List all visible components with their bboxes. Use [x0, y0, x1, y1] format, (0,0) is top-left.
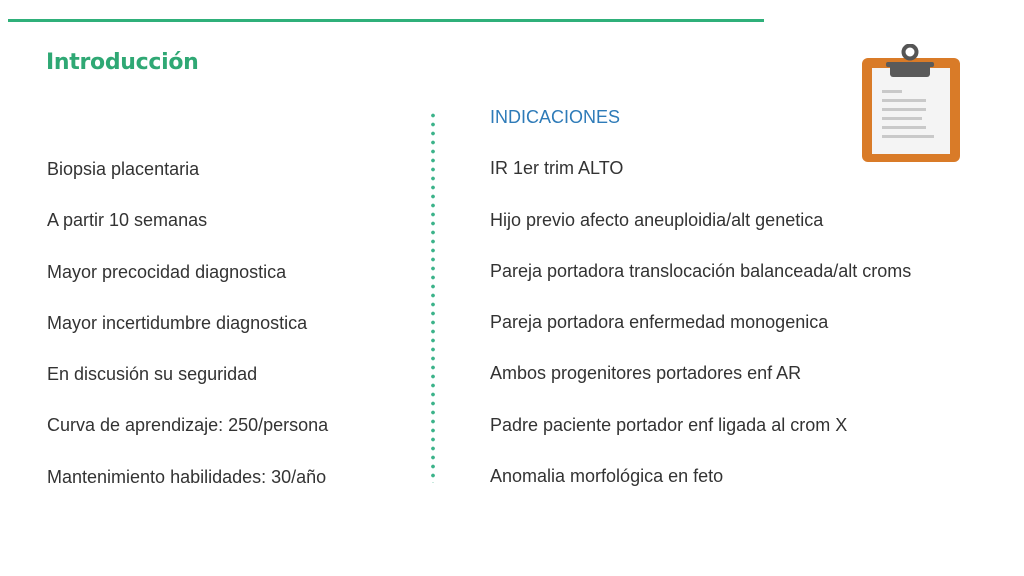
left-item: A partir 10 semanas	[47, 210, 208, 231]
indication-item: Hijo previo afecto aneuploidia/alt genetica	[490, 209, 824, 230]
indication-item: Pareja portadora translocación balanceada/alt croms	[490, 260, 912, 281]
indication-item: Pareja portadora enfermedad monogenica	[490, 312, 829, 333]
left-item: Mantenimiento habilidades: 30/año	[47, 466, 327, 487]
indications-list	[490, 106, 911, 516]
dotted-divider	[431, 111, 435, 483]
top-rule	[8, 19, 764, 22]
indications-heading: INDICACIONES	[490, 107, 621, 127]
indication-item: Ambos progenitores portadores enf AR	[490, 363, 802, 384]
left-item: Curva de aprendizaje: 250/persona	[47, 415, 329, 436]
slide-title: Introducción	[46, 50, 199, 75]
indication-item: IR 1er trim ALTO	[490, 158, 624, 179]
left-item: Mayor precocidad diagnostica	[47, 261, 287, 282]
left-item: Biopsia placentaria	[47, 159, 200, 179]
indication-item: Anomalia morfológica en feto	[490, 466, 724, 487]
left-bullet-list	[47, 158, 328, 517]
indication-item: Padre paciente portador enf ligada al crom X	[490, 414, 848, 435]
left-item: Mayor incertidumbre diagnostica	[47, 312, 308, 333]
clipboard-icon	[860, 44, 962, 171]
left-item: En discusión su seguridad	[47, 364, 258, 385]
